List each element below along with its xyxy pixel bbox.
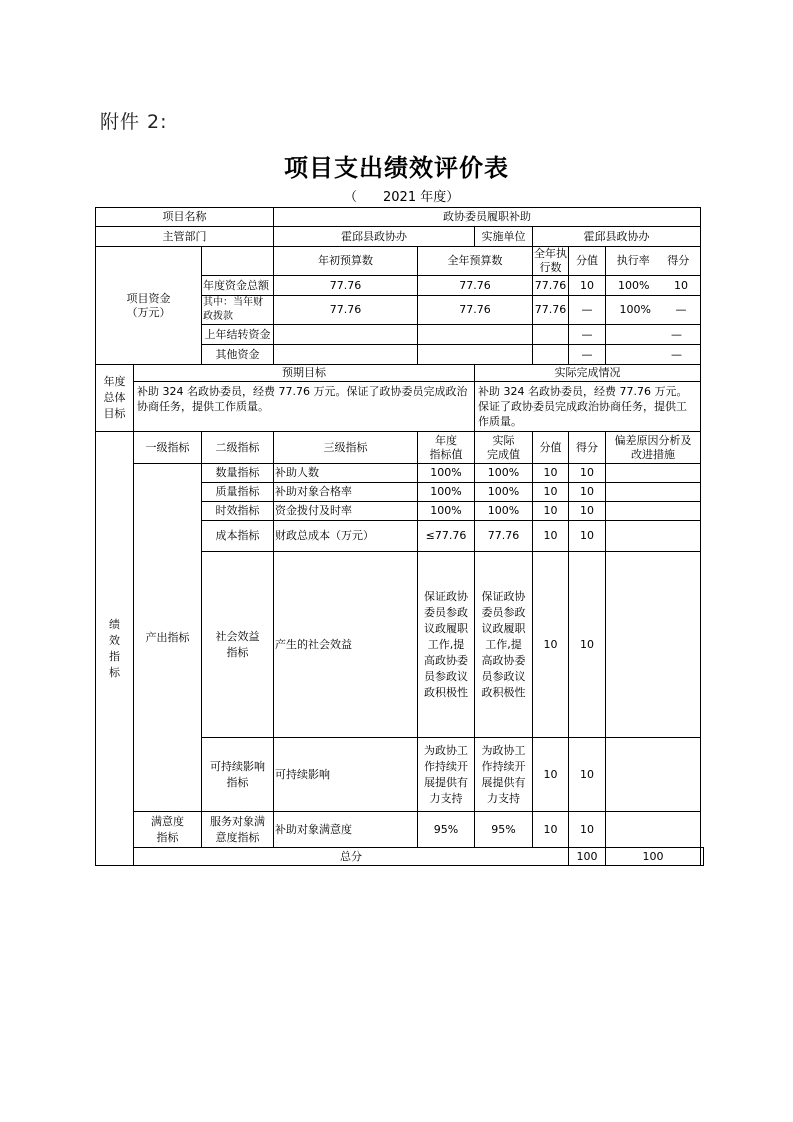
ind-analysis <box>606 521 701 552</box>
fund-full: 77.76 <box>418 276 533 296</box>
ind-actual: 77.76 <box>475 521 533 552</box>
expected-header: 预期目标 <box>134 365 475 382</box>
sustain-target-line: 展提供有 <box>424 775 468 789</box>
goals-label <box>96 365 134 432</box>
sustain-actual-line: 作持续开 <box>481 759 526 773</box>
satisfaction-level3: 补助对象满意度 <box>274 812 418 848</box>
fund-got: — <box>675 303 687 316</box>
funds-label-1: 项目资金 <box>126 291 171 305</box>
funds-blank <box>202 247 274 276</box>
ind-level3: 补助人数 <box>274 464 418 483</box>
sat-l2-2: 意度指标 <box>215 830 260 844</box>
fund-exec <box>533 345 569 365</box>
social-actual <box>475 552 533 738</box>
hdr-actual <box>475 432 533 464</box>
social-l2-2: 指标 <box>226 645 249 659</box>
sustain-target-line: 为政协工 <box>424 743 468 757</box>
sustain-l2-2: 指标 <box>226 775 249 789</box>
ind-actual: 100% <box>475 502 533 521</box>
sustain-actual-line: 为政协工 <box>481 743 526 757</box>
ind-score: 10 <box>533 502 569 521</box>
ind-label-4: 标 <box>109 665 120 679</box>
hdr-analysis-1: 偏差原因分析及 <box>614 433 692 447</box>
attachment-label: 附件 2: <box>100 111 168 133</box>
social-actual-line: 高政协委 <box>481 653 526 667</box>
ind-target: 100% <box>418 464 475 483</box>
fund-exec: 77.76 <box>533 276 569 296</box>
social-target-line: 议政履职 <box>424 621 468 635</box>
ind-actual: 100% <box>475 483 533 502</box>
ind-score: 10 <box>533 521 569 552</box>
sustain-actual <box>475 738 533 812</box>
fund-score: 10 <box>569 276 606 296</box>
fund-initial <box>274 345 418 365</box>
fund-row-label: 其他资金 <box>202 345 274 365</box>
satisfaction-actual: 95% <box>475 812 533 848</box>
ind-level2: 成本指标 <box>202 521 274 552</box>
goals-label-3: 目标 <box>103 407 126 420</box>
row-indicator-header <box>96 432 704 464</box>
sat-l2-1: 服务对象满 <box>210 814 265 828</box>
hdr-target-1: 年度 <box>435 433 457 447</box>
ind-level2: 质量指标 <box>202 483 274 502</box>
hdr-exec: 全年执行数 <box>534 247 567 274</box>
hdr-level3: 三级指标 <box>274 432 418 464</box>
fund-rate-got <box>606 276 701 296</box>
sustain-level2 <box>202 738 274 812</box>
hdr-ind-got: 得分 <box>569 432 606 464</box>
goals-label-1: 年度 <box>103 375 126 388</box>
social-level2 <box>202 552 274 738</box>
ind-level2: 时效指标 <box>202 502 274 521</box>
ind-analysis <box>606 502 701 521</box>
expected-goal: 补助 324 名政协委员，经费 77.76 万元。保证了政协委员完成政治协商任务，提供工作质量。 <box>134 382 475 432</box>
hdr-full: 全年预算数 <box>418 247 533 276</box>
hdr-level1: 一级指标 <box>134 432 202 464</box>
ind-target: 100% <box>418 502 475 521</box>
row-department <box>96 227 704 247</box>
hdr-actual-2: 完成值 <box>487 447 520 461</box>
satisfaction-analysis <box>606 812 701 848</box>
evaluation-table <box>95 207 704 866</box>
fund-row-label: 其中：当年财政拨款 <box>202 296 274 325</box>
ind-score: 10 <box>533 464 569 483</box>
social-actual-line: 政积极性 <box>481 685 526 699</box>
hdr-initial: 年初预算数 <box>274 247 418 276</box>
actual-header: 实际完成情况 <box>475 365 701 382</box>
ind-level3: 财政总成本（万元） <box>274 521 418 552</box>
actual-goal: 补助 324 名政协委员，经费 77.76 万元。保证了政协委员完成政治协商任务，提供工作质量。 <box>475 382 701 432</box>
project-name-value: 政协委员履职补助 <box>274 208 701 227</box>
fund-score: — <box>569 345 606 365</box>
hdr-got: 得分 <box>667 254 690 267</box>
project-name-label: 项目名称 <box>96 208 274 227</box>
satisfaction-level1 <box>134 812 202 848</box>
social-l2-1: 社会效益 <box>215 629 260 643</box>
fund-score: — <box>569 325 606 345</box>
hdr-analysis <box>606 432 701 464</box>
sustain-score: 10 <box>533 738 569 812</box>
satisfaction-target: 95% <box>418 812 475 848</box>
social-target-line: 政积极性 <box>424 685 468 699</box>
ind-label-3: 指 <box>109 649 120 663</box>
indicator-row <box>96 464 704 483</box>
sustain-target-line: 作持续开 <box>424 759 468 773</box>
hdr-score: 分值 <box>569 247 606 276</box>
fund-got: 10 <box>673 278 688 292</box>
sustain-actual-line: 展提供有 <box>481 775 526 789</box>
social-got: 10 <box>569 552 606 738</box>
fund-score: — <box>569 296 606 325</box>
ind-label-2: 效 <box>109 633 120 647</box>
page-title: 项目支出绩效评价表 <box>284 153 509 182</box>
row-goals-content <box>96 382 704 432</box>
fund-full: 77.76 <box>418 296 533 325</box>
ind-level3: 资金拨付及时率 <box>274 502 418 521</box>
ind-level3: 补助对象合格率 <box>274 483 418 502</box>
ind-analysis <box>606 483 701 502</box>
social-actual-line: 委员参政 <box>481 605 526 619</box>
total-score: 100 <box>569 848 606 866</box>
satisfaction-got: 10 <box>569 812 606 848</box>
fund-rate-got <box>606 345 701 365</box>
goals-label-2: 总体 <box>103 391 126 404</box>
sustain-got: 10 <box>569 738 606 812</box>
row-funds-header <box>96 247 704 276</box>
hdr-target <box>418 432 475 464</box>
hdr-rate-got <box>606 247 701 276</box>
fund-rate: 100% <box>619 303 651 316</box>
satisfaction-score: 10 <box>533 812 569 848</box>
ind-label-1: 绩 <box>109 617 120 631</box>
fund-rate: 100% <box>618 278 650 292</box>
row-goals-header <box>96 365 704 382</box>
sustain-target <box>418 738 475 812</box>
ind-got: 10 <box>569 502 606 521</box>
row-total <box>96 848 704 866</box>
ind-got: 10 <box>569 521 606 552</box>
fund-got: — <box>671 327 682 341</box>
total-analysis <box>701 848 704 866</box>
fund-initial <box>274 325 418 345</box>
fund-initial: 77.76 <box>274 276 418 296</box>
ind-target: ≤77.76 <box>418 521 475 552</box>
fund-got: — <box>671 347 682 361</box>
fund-exec <box>533 325 569 345</box>
dept-label: 主管部门 <box>96 227 274 247</box>
funds-label <box>96 247 202 365</box>
social-actual-line: 保证政协 <box>481 589 526 603</box>
dept-value: 霍邱县政协办 <box>274 227 475 247</box>
fund-exec: 77.76 <box>533 296 569 325</box>
hdr-actual-1: 实际 <box>492 433 515 447</box>
total-label: 总分 <box>134 848 569 866</box>
fund-row-label: 上年结转资金 <box>202 325 274 345</box>
social-actual-line: 议政履职 <box>481 621 526 635</box>
sustain-analysis <box>606 738 701 812</box>
sustain-level3: 可持续影响 <box>274 738 418 812</box>
fund-full <box>418 345 533 365</box>
unit-label: 实施单位 <box>475 227 533 247</box>
fund-rate-got <box>606 325 701 345</box>
ind-score: 10 <box>533 483 569 502</box>
social-target <box>418 552 475 738</box>
sustain-actual-line: 力支持 <box>487 791 520 805</box>
hdr-rate: 执行率 <box>616 254 650 267</box>
social-target-line: 保证政协 <box>424 589 468 603</box>
sustain-target-line: 力支持 <box>429 791 463 805</box>
social-actual-line: 员参政议 <box>481 669 526 683</box>
hdr-target-2: 指标值 <box>429 447 463 461</box>
year-label <box>344 186 459 205</box>
sustain-l2-1: 可持续影响 <box>210 759 265 773</box>
social-target-line: 工作,提 <box>427 637 465 651</box>
social-score: 10 <box>533 552 569 738</box>
unit-value: 霍邱县政协办 <box>533 227 701 247</box>
year-text: 2021 年度） <box>383 190 460 205</box>
output-label: 产出指标 <box>134 464 202 812</box>
year-open: （ <box>344 190 358 205</box>
row-project-name <box>96 208 704 227</box>
social-level3: 产生的社会效益 <box>274 552 418 738</box>
fund-rate-got <box>606 296 701 325</box>
ind-got: 10 <box>569 464 606 483</box>
social-target-line: 委员参政 <box>424 605 468 619</box>
social-actual-line: 工作,提 <box>485 637 522 651</box>
ind-got: 10 <box>569 483 606 502</box>
sat-l1-2: 指标 <box>156 830 179 844</box>
total-got: 100 <box>606 848 701 866</box>
ind-actual: 100% <box>475 464 533 483</box>
hdr-ind-score: 分值 <box>533 432 569 464</box>
social-analysis <box>606 552 701 738</box>
fund-initial: 77.76 <box>274 296 418 325</box>
social-target-line: 员参政议 <box>424 669 468 683</box>
sat-l1-1: 满意度 <box>151 814 184 828</box>
funds-label-2: （万元） <box>126 305 171 319</box>
indicator-row-satisfaction <box>96 812 704 848</box>
indicators-label <box>96 432 134 866</box>
ind-level2: 数量指标 <box>202 464 274 483</box>
satisfaction-level2 <box>202 812 274 848</box>
ind-analysis <box>606 464 701 483</box>
fund-row-label: 年度资金总额 <box>202 276 274 296</box>
hdr-analysis-2: 改进措施 <box>631 447 675 461</box>
social-target-line: 高政协委 <box>424 653 468 667</box>
ind-target: 100% <box>418 483 475 502</box>
fund-full <box>418 325 533 345</box>
hdr-level2: 二级指标 <box>202 432 274 464</box>
